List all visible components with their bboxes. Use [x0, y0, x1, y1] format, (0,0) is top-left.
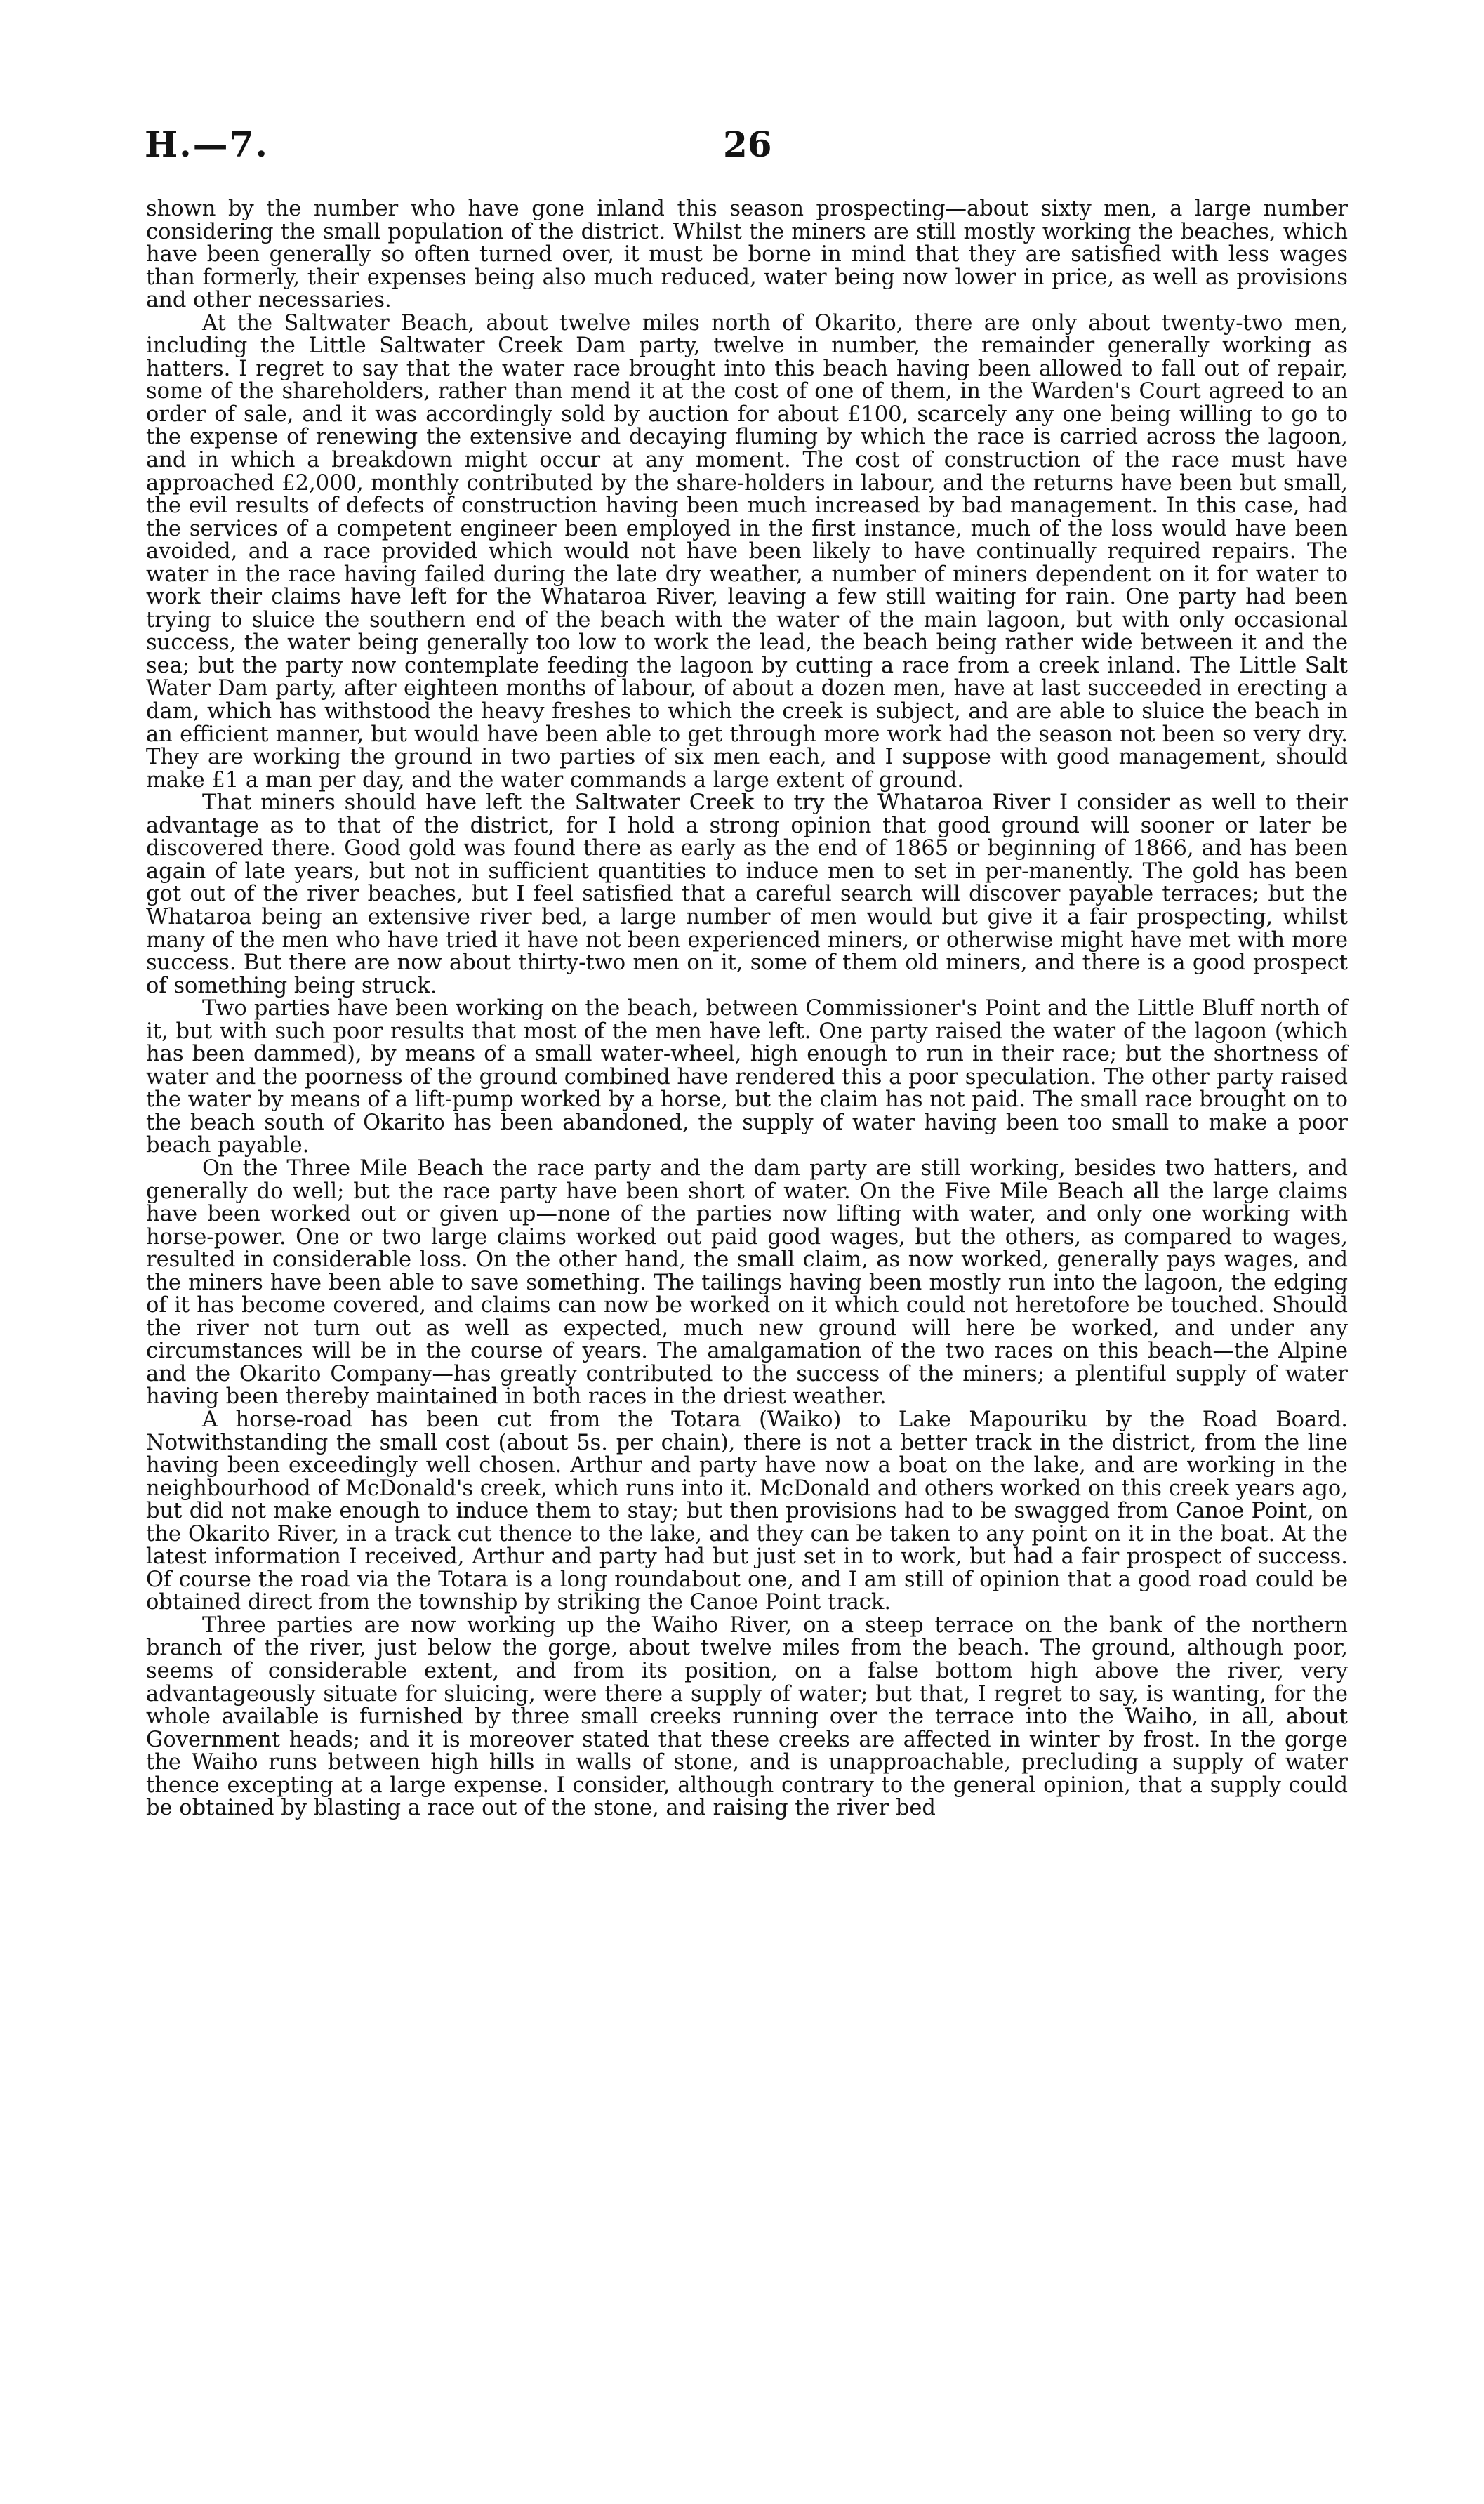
paragraph: That miners should have left the Saltwater Creek to try the Whataroa River I consider as well to their advantage as to that of the district, for I hold a strong opinion that good ground will sooner or later be discovered there. Good gold was found there as early as the end of 1865 or beginning of 1866, and has been again of late years, but not in sufficient quantities to induce men to set in per-manently. The gold has been got out of the river beaches, but I feel satisfied that a careful search will discover payable terraces; but the Whataroa being an extensive river bed, a large number of men would but give it a fair prospecting, whilst many of the men who have tried it have not been experienced miners, or otherwise might have met with more success. But there are now about thirty-two men on it, some of them old miners, and there is a good prospect of something being struck. — [146, 790, 1348, 998]
page-number: 26 — [723, 124, 772, 165]
paragraph: At the Saltwater Beach, about twelve miles north of Okarito, there are only about twenty-two men, including the Little Saltwater Creek Dam party, twelve in number, the remainder generally working as hatters. I regret to say that the water race brought into this beach having been allowed to fall out of repair, some of the shareholders, rather than mend it at the cost of one of them, in the Warden's Court agreed to an order of sale, and it was accordingly sold by auction for about £100, scarcely any one being willing to go to the expense of renewing the extensive and decaying fluming by which the race is carried across the lagoon, and in which a breakdown might occur at any moment. The cost of construction of the race must have approached £2,000, monthly contributed by the share-holders in labour, and the returns have been but small, the evil results of defects of construction having been much increased by bad management. In this case, had the services of a competent engineer been employed in the first instance, much of the loss would have been avoided, and a race provided which would not have been likely to have continually required repairs. The water in the race having failed during the late dry weather, a number of miners dependent on it for water to work their claims have left for the Whataroa River, leaving a few still waiting for rain. One party had been trying to sluice the southern end of the beach with the water of the main lagoon, but with only occasional success, the water being generally too low to work the lead, the beach being rather wide between it and the sea; but the party now contemplate feeding the lagoon by cutting a race from a creek inland. The Little Salt Water Dam party, after eighteen months of labour, of about a dozen men, have at last succeeded in erecting a dam, which has withstood the heavy freshes to which the creek is subject, and are able to sluice the beach in an efficient manner, but would have been able to get through more work had the season not been so very dry. They are working the ground in two parties of six men each, and I suppose with good management, should make £1 a man per day, and the water commands a large extent of ground. — [146, 310, 1348, 793]
paragraph: A horse-road has been cut from the Totara (Waiko) to Lake Mapouriku by the Road Board. Notwithstanding the small cost (about 5s. per chain), there is not a better track in the district, from the line having been exceedingly well chosen. Arthur and party have now a boat on the lake, and are working in the neighbourhood of McDonald's creek, which runs into it. McDonald and others worked on this creek years ago, but did not make enough to induce them to stay; but then provisions had to be swagged from Canoe Point, on the Okarito River, in a track cut thence to the lake, and they can be taken to any point on it in the boat. At the latest information I received, Arthur and party had but just set in to work, but had a fair prospect of success. Of course the road via the Totara is a long roundabout one, and I am still of opinion that a good road could be obtained direct from the township by striking the Canoe Point track. — [146, 1407, 1348, 1615]
report-reference: H.—7. — [145, 124, 269, 165]
paragraph: Two parties have been working on the beach, between Commissioner's Point and the Little Bluff north of it, but with such poor results that most of the men have left. One party raised the water of the lagoon (which has been dammed), by means of a small water-wheel, high enough to run in their race; but the shortness of water and the poorness of the ground combined have rendered this a poor speculation. The other party raised the water by means of a lift-pump worked by a horse, but the claim has not paid. The small race brought on to the beach south of Okarito has been abandoned, the supply of water having been too small to make a poor beach payable. — [146, 996, 1348, 1158]
paragraph: On the Three Mile Beach the race party and the dam party are still working, besides two hatters, and generally do well; but the race party have been short of water. On the Five Mile Beach all the large claims have been worked out or given up—none of the parties now lifting with water, and only one working with horse-power. One or two large claims worked out paid good wages, but the others, as compared to wages, resulted in considerable loss. On the other hand, the small claim, as now worked, generally pays wages, and the miners have been able to save something. The tailings having been mostly run into the lagoon, the edging of it has become covered, and claims can now be worked on it which could not heretofore be touched. Should the river not turn out as well as expected, much new ground will here be worked, and under any circumstances will be in the course of years. The amalgamation of the two races on this beach—the Alpine and the Okarito Company—has greatly contributed to the success of the miners; a plentiful supply of water having been thereby maintained in both races in the driest weather. — [146, 1155, 1348, 1410]
paragraph: shown by the number who have gone inland this season prospecting—about sixty men, a large number considering the small population of the district. Whilst the miners are still mostly working the beaches, which have been generally so often turned over, it must be borne in mind that they are satisfied with less wages than formerly, their expenses being also much reduced, water being now lower in price, as well as provisions and other necessaries. — [146, 197, 1348, 313]
body-text — [146, 198, 1348, 1820]
paragraph: Three parties are now working up the Waiho River, on a steep terrace on the bank of the northern branch of the river, just below the gorge, about twelve miles from the beach. The ground, although poor, seems of considerable extent, and from its position, on a false bottom high above the river, very advantageously situate for sluicing, were there a supply of water; but that, I regret to say, is wanting, for the whole available is furnished by three small creeks running over the terrace into the Waiho, in all, about Government heads; and it is moreover stated that these creeks are affected in winter by frost. In the gorge the Waiho runs between high hills in walls of stone, and is unapproachable, precluding a supply of water thence excepting at a large expense. I consider, although contrary to the general opinion, that a supply could be obtained by blasting a race out of the stone, and raising the river bed — [146, 1612, 1348, 1821]
